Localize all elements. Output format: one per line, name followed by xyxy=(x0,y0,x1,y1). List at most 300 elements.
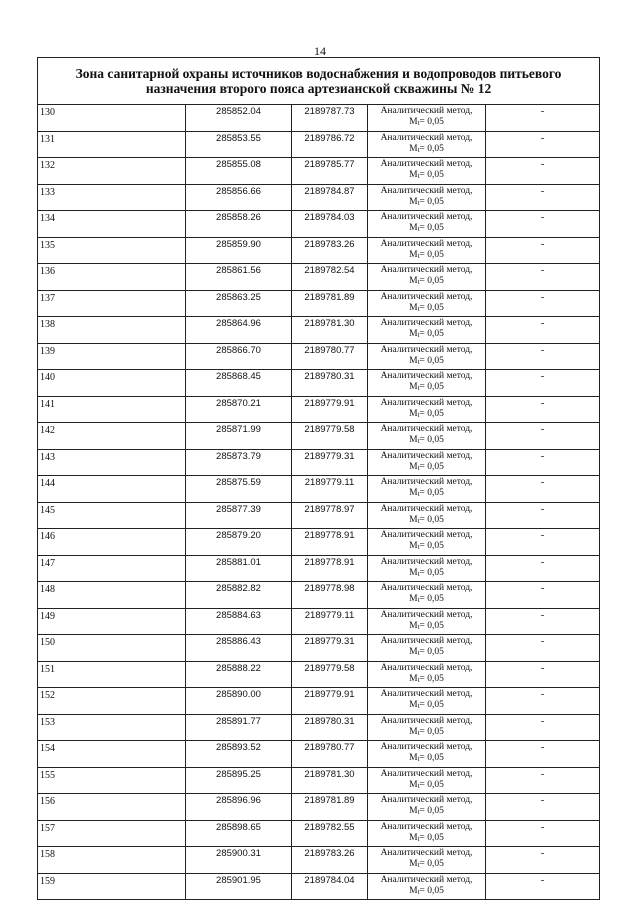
precision-symbol: М xyxy=(409,594,418,604)
precision-subscript: t xyxy=(417,278,420,286)
precision-symbol: М xyxy=(409,196,418,207)
precision-subscript: t xyxy=(417,304,420,313)
error-cell: - xyxy=(486,741,600,768)
precision-subscript: t xyxy=(417,861,420,869)
error-cell: - xyxy=(486,290,600,317)
point-number-cell: 140 xyxy=(38,370,186,397)
method-cell xyxy=(368,502,486,529)
table-row xyxy=(38,317,600,344)
precision-number: = 0,05 xyxy=(419,408,444,419)
precision-number: = 0,05 xyxy=(419,541,444,551)
y-coordinate-cell: 2189782.55 xyxy=(292,820,368,847)
precision-number: = 0,05 xyxy=(419,567,444,578)
precision-number: = 0,05 xyxy=(419,302,444,313)
precision-number: = 0,05 xyxy=(419,620,444,631)
y-coordinate-cell: 2189787.73 xyxy=(292,105,368,132)
precision-subscript: t xyxy=(417,728,420,737)
x-coordinate-cell: 285879.20 xyxy=(186,529,292,556)
error-cell: - xyxy=(486,211,600,238)
table-row xyxy=(38,794,600,821)
method-cell xyxy=(368,396,486,423)
precision-symbol: М xyxy=(409,355,418,366)
table-row xyxy=(38,105,600,132)
precision-subscript: t xyxy=(417,384,420,392)
method-cell xyxy=(368,820,486,847)
point-number-cell: 151 xyxy=(38,661,186,688)
method-label: Аналитический метод, xyxy=(380,583,473,593)
x-coordinate-cell: 285893.52 xyxy=(186,741,292,768)
precision-value xyxy=(368,144,485,156)
error-cell: - xyxy=(486,714,600,741)
table-row xyxy=(38,820,600,847)
precision-symbol: М xyxy=(409,700,418,710)
error-cell: - xyxy=(486,794,600,821)
precision-number: = 0,05 xyxy=(419,488,444,498)
precision-value xyxy=(368,435,485,447)
precision-symbol: М xyxy=(409,382,418,392)
precision-value xyxy=(368,276,485,288)
y-coordinate-cell: 2189779.31 xyxy=(292,449,368,476)
method-cell xyxy=(368,635,486,662)
method-cell xyxy=(368,476,486,503)
title-row xyxy=(38,58,600,105)
precision-number: = 0,05 xyxy=(419,382,444,392)
table-row xyxy=(38,264,600,291)
precision-number: = 0,05 xyxy=(419,673,444,684)
y-coordinate-cell: 2189779.91 xyxy=(292,396,368,423)
error-cell: - xyxy=(486,582,600,609)
precision-number: = 0,05 xyxy=(419,223,444,233)
method-label: Аналитический метод, xyxy=(380,291,473,302)
precision-subscript: t xyxy=(417,781,420,790)
y-coordinate-cell: 2189779.31 xyxy=(292,635,368,662)
method-label: Аналитический метод, xyxy=(380,821,473,832)
point-number-cell: 143 xyxy=(38,449,186,476)
method-label: Аналитический метод, xyxy=(380,662,473,673)
method-label: Аналитический метод, xyxy=(380,874,473,885)
table-row xyxy=(38,582,600,609)
method-label: Аналитический метод, xyxy=(380,344,473,355)
point-number-cell: 154 xyxy=(38,741,186,768)
error-cell: - xyxy=(486,396,600,423)
method-label: Аналитический метод, xyxy=(380,795,473,805)
method-cell xyxy=(368,449,486,476)
precision-number: = 0,05 xyxy=(419,461,444,472)
precision-value xyxy=(368,382,485,394)
method-cell xyxy=(368,317,486,344)
table-row xyxy=(38,449,600,476)
method-cell xyxy=(368,741,486,768)
precision-symbol: М xyxy=(409,408,418,419)
y-coordinate-cell: 2189784.03 xyxy=(292,211,368,238)
method-label: Аналитический метод, xyxy=(380,503,473,514)
y-coordinate-cell: 2189786.72 xyxy=(292,131,368,158)
error-cell: - xyxy=(486,502,600,529)
x-coordinate-cell: 285861.56 xyxy=(186,264,292,291)
y-coordinate-cell: 2189778.91 xyxy=(292,529,368,556)
coordinates-table xyxy=(37,57,600,900)
y-coordinate-cell: 2189781.30 xyxy=(292,767,368,794)
method-cell xyxy=(368,131,486,158)
precision-subscript: t xyxy=(417,198,420,207)
y-coordinate-cell: 2189782.54 xyxy=(292,264,368,291)
y-coordinate-cell: 2189781.89 xyxy=(292,794,368,821)
table-title: Зона санитарной охраны источников водоснабжения и водопроводов питьевого назначения второго пояса артезианской скважины № 12 xyxy=(38,58,600,105)
x-coordinate-cell: 285884.63 xyxy=(186,608,292,635)
precision-number: = 0,05 xyxy=(419,196,444,207)
point-number-cell: 139 xyxy=(38,343,186,370)
precision-number: = 0,05 xyxy=(419,726,444,737)
precision-subscript: t xyxy=(417,755,420,763)
method-label: Аналитический метод, xyxy=(380,530,473,540)
method-cell xyxy=(368,714,486,741)
precision-value xyxy=(368,223,485,235)
precision-subscript: t xyxy=(417,622,420,631)
point-number-cell: 159 xyxy=(38,873,186,900)
error-cell: - xyxy=(486,158,600,185)
y-coordinate-cell: 2189778.91 xyxy=(292,555,368,582)
method-label: Аналитический метод, xyxy=(380,424,473,434)
precision-symbol: М xyxy=(409,143,418,154)
method-cell xyxy=(368,847,486,874)
table-row xyxy=(38,370,600,397)
table-row xyxy=(38,661,600,688)
precision-subscript: t xyxy=(417,331,420,339)
y-coordinate-cell: 2189779.11 xyxy=(292,476,368,503)
error-cell: - xyxy=(486,608,600,635)
precision-symbol: М xyxy=(409,859,418,869)
precision-subscript: t xyxy=(417,145,420,154)
precision-number: = 0,05 xyxy=(419,700,444,710)
precision-number: = 0,05 xyxy=(419,885,444,896)
table-row xyxy=(38,873,600,900)
error-cell: - xyxy=(486,370,600,397)
method-label: Аналитический метод, xyxy=(380,556,473,567)
x-coordinate-cell: 285875.59 xyxy=(186,476,292,503)
precision-subscript: t xyxy=(417,834,420,843)
x-coordinate-cell: 285896.96 xyxy=(186,794,292,821)
method-label: Аналитический метод, xyxy=(380,636,473,646)
precision-number: = 0,05 xyxy=(419,329,444,339)
precision-symbol: М xyxy=(409,514,418,525)
y-coordinate-cell: 2189783.26 xyxy=(292,237,368,264)
precision-symbol: М xyxy=(409,885,418,896)
precision-symbol: М xyxy=(409,541,418,551)
table-row xyxy=(38,211,600,238)
method-label: Аналитический метод, xyxy=(380,132,473,143)
y-coordinate-cell: 2189784.87 xyxy=(292,184,368,211)
x-coordinate-cell: 285864.96 xyxy=(186,317,292,344)
x-coordinate-cell: 285863.25 xyxy=(186,290,292,317)
x-coordinate-cell: 285891.77 xyxy=(186,714,292,741)
precision-value xyxy=(368,356,485,368)
table-row xyxy=(38,290,600,317)
error-cell: - xyxy=(486,131,600,158)
error-cell: - xyxy=(486,449,600,476)
table-row xyxy=(38,396,600,423)
x-coordinate-cell: 285881.01 xyxy=(186,555,292,582)
precision-subscript: t xyxy=(417,596,420,604)
method-label: Аналитический метод, xyxy=(380,715,473,726)
method-label: Аналитический метод, xyxy=(380,689,473,699)
precision-subscript: t xyxy=(417,463,420,472)
x-coordinate-cell: 285853.55 xyxy=(186,131,292,158)
table-row xyxy=(38,184,600,211)
precision-value xyxy=(368,727,485,739)
precision-symbol: М xyxy=(409,170,418,180)
point-number-cell: 144 xyxy=(38,476,186,503)
error-cell: - xyxy=(486,767,600,794)
method-cell xyxy=(368,211,486,238)
method-cell xyxy=(368,105,486,132)
table-row xyxy=(38,423,600,450)
error-cell: - xyxy=(486,237,600,264)
point-number-cell: 158 xyxy=(38,847,186,874)
y-coordinate-cell: 2189779.58 xyxy=(292,423,368,450)
table-row xyxy=(38,847,600,874)
point-number-cell: 138 xyxy=(38,317,186,344)
point-number-cell: 133 xyxy=(38,184,186,211)
precision-subscript: t xyxy=(417,569,420,578)
table-row xyxy=(38,343,600,370)
precision-symbol: М xyxy=(409,276,418,286)
point-number-cell: 134 xyxy=(38,211,186,238)
precision-value xyxy=(368,117,485,129)
precision-symbol: М xyxy=(409,329,418,339)
point-number-cell: 135 xyxy=(38,237,186,264)
table-row xyxy=(38,237,600,264)
precision-value xyxy=(368,674,485,686)
error-cell: - xyxy=(486,688,600,715)
precision-value xyxy=(368,462,485,474)
x-coordinate-cell: 285898.65 xyxy=(186,820,292,847)
precision-number: = 0,05 xyxy=(419,594,444,604)
method-cell xyxy=(368,370,486,397)
y-coordinate-cell: 2189783.26 xyxy=(292,847,368,874)
table-row xyxy=(38,555,600,582)
x-coordinate-cell: 285866.70 xyxy=(186,343,292,370)
method-cell xyxy=(368,661,486,688)
precision-symbol: М xyxy=(409,832,418,843)
error-cell: - xyxy=(486,184,600,211)
x-coordinate-cell: 285868.45 xyxy=(186,370,292,397)
method-cell xyxy=(368,264,486,291)
precision-subscript: t xyxy=(417,887,420,896)
table-row xyxy=(38,767,600,794)
precision-value xyxy=(368,647,485,659)
precision-number: = 0,05 xyxy=(419,143,444,154)
error-cell: - xyxy=(486,820,600,847)
method-cell xyxy=(368,767,486,794)
precision-value xyxy=(368,886,485,898)
method-label: Аналитический метод, xyxy=(380,212,473,222)
precision-number: = 0,05 xyxy=(419,859,444,869)
x-coordinate-cell: 285856.66 xyxy=(186,184,292,211)
x-coordinate-cell: 285852.04 xyxy=(186,105,292,132)
x-coordinate-cell: 285882.82 xyxy=(186,582,292,609)
y-coordinate-cell: 2189780.77 xyxy=(292,343,368,370)
method-label: Аналитический метод, xyxy=(380,742,473,752)
y-coordinate-cell: 2189779.11 xyxy=(292,608,368,635)
method-label: Аналитический метод, xyxy=(380,318,473,328)
precision-value xyxy=(368,833,485,845)
method-label: Аналитический метод, xyxy=(380,848,473,858)
x-coordinate-cell: 285858.26 xyxy=(186,211,292,238)
y-coordinate-cell: 2189779.58 xyxy=(292,661,368,688)
method-label: Аналитический метод, xyxy=(380,450,473,461)
error-cell: - xyxy=(486,529,600,556)
precision-value xyxy=(368,329,485,341)
table-row xyxy=(38,688,600,715)
point-number-cell: 153 xyxy=(38,714,186,741)
x-coordinate-cell: 285870.21 xyxy=(186,396,292,423)
table-row xyxy=(38,741,600,768)
method-cell xyxy=(368,873,486,900)
precision-symbol: М xyxy=(409,435,418,445)
x-coordinate-cell: 285859.90 xyxy=(186,237,292,264)
point-number-cell: 145 xyxy=(38,502,186,529)
precision-subscript: t xyxy=(417,490,420,498)
precision-value xyxy=(368,409,485,421)
table-row xyxy=(38,476,600,503)
precision-value xyxy=(368,303,485,315)
table-row xyxy=(38,502,600,529)
point-number-cell: 157 xyxy=(38,820,186,847)
method-cell xyxy=(368,794,486,821)
point-number-cell: 142 xyxy=(38,423,186,450)
method-cell xyxy=(368,582,486,609)
precision-number: = 0,05 xyxy=(419,276,444,286)
precision-number: = 0,05 xyxy=(419,806,444,816)
point-number-cell: 132 xyxy=(38,158,186,185)
page-number: 14 xyxy=(314,44,326,58)
x-coordinate-cell: 285886.43 xyxy=(186,635,292,662)
point-number-cell: 131 xyxy=(38,131,186,158)
precision-value xyxy=(368,621,485,633)
table-row xyxy=(38,529,600,556)
method-label: Аналитический метод, xyxy=(380,265,473,275)
x-coordinate-cell: 285873.79 xyxy=(186,449,292,476)
precision-subscript: t xyxy=(417,649,420,657)
precision-symbol: М xyxy=(409,620,418,631)
y-coordinate-cell: 2189781.30 xyxy=(292,317,368,344)
precision-number: = 0,05 xyxy=(419,779,444,790)
error-cell: - xyxy=(486,847,600,874)
point-number-cell: 155 xyxy=(38,767,186,794)
precision-subscript: t xyxy=(417,172,420,180)
y-coordinate-cell: 2189781.89 xyxy=(292,290,368,317)
precision-value xyxy=(368,541,485,553)
x-coordinate-cell: 285890.00 xyxy=(186,688,292,715)
table-row xyxy=(38,158,600,185)
method-cell xyxy=(368,423,486,450)
x-coordinate-cell: 285888.22 xyxy=(186,661,292,688)
method-label: Аналитический метод, xyxy=(380,185,473,196)
precision-symbol: М xyxy=(409,249,418,260)
point-number-cell: 137 xyxy=(38,290,186,317)
point-number-cell: 149 xyxy=(38,608,186,635)
x-coordinate-cell: 285855.08 xyxy=(186,158,292,185)
precision-subscript: t xyxy=(417,675,420,684)
y-coordinate-cell: 2189778.97 xyxy=(292,502,368,529)
precision-value xyxy=(368,806,485,818)
precision-value xyxy=(368,568,485,580)
precision-number: = 0,05 xyxy=(419,832,444,843)
method-cell xyxy=(368,688,486,715)
precision-subscript: t xyxy=(417,543,420,551)
x-coordinate-cell: 285900.31 xyxy=(186,847,292,874)
precision-value xyxy=(368,594,485,606)
table-row xyxy=(38,131,600,158)
method-label: Аналитический метод, xyxy=(380,477,473,487)
error-cell: - xyxy=(486,317,600,344)
precision-symbol: М xyxy=(409,647,418,657)
precision-value xyxy=(368,250,485,262)
method-cell xyxy=(368,555,486,582)
precision-subscript: t xyxy=(417,357,420,366)
x-coordinate-cell: 285871.99 xyxy=(186,423,292,450)
precision-symbol: М xyxy=(409,753,418,763)
table-row xyxy=(38,608,600,635)
precision-number: = 0,05 xyxy=(419,435,444,445)
point-number-cell: 147 xyxy=(38,555,186,582)
method-cell xyxy=(368,608,486,635)
precision-value xyxy=(368,197,485,209)
precision-symbol: М xyxy=(409,488,418,498)
y-coordinate-cell: 2189784.04 xyxy=(292,873,368,900)
point-number-cell: 152 xyxy=(38,688,186,715)
y-coordinate-cell: 2189780.31 xyxy=(292,714,368,741)
precision-value xyxy=(368,780,485,792)
method-label: Аналитический метод, xyxy=(380,609,473,620)
x-coordinate-cell: 285895.25 xyxy=(186,767,292,794)
table-row xyxy=(38,714,600,741)
precision-symbol: М xyxy=(409,223,418,233)
y-coordinate-cell: 2189780.31 xyxy=(292,370,368,397)
x-coordinate-cell: 285901.95 xyxy=(186,873,292,900)
point-number-cell: 146 xyxy=(38,529,186,556)
error-cell: - xyxy=(486,343,600,370)
precision-number: = 0,05 xyxy=(419,170,444,180)
precision-symbol: М xyxy=(409,726,418,737)
error-cell: - xyxy=(486,555,600,582)
precision-number: = 0,05 xyxy=(419,117,444,127)
precision-symbol: М xyxy=(409,567,418,578)
y-coordinate-cell: 2189778.98 xyxy=(292,582,368,609)
y-coordinate-cell: 2189785.77 xyxy=(292,158,368,185)
precision-subscript: t xyxy=(417,119,420,127)
precision-number: = 0,05 xyxy=(419,249,444,260)
method-cell xyxy=(368,184,486,211)
x-coordinate-cell: 285877.39 xyxy=(186,502,292,529)
method-label: Аналитический метод, xyxy=(380,238,473,249)
error-cell: - xyxy=(486,635,600,662)
method-cell xyxy=(368,529,486,556)
method-cell xyxy=(368,237,486,264)
precision-subscript: t xyxy=(417,225,420,233)
precision-symbol: М xyxy=(409,117,418,127)
precision-number: = 0,05 xyxy=(419,753,444,763)
error-cell: - xyxy=(486,264,600,291)
precision-subscript: t xyxy=(417,516,420,525)
precision-number: = 0,05 xyxy=(419,514,444,525)
precision-subscript: t xyxy=(417,437,420,445)
point-number-cell: 141 xyxy=(38,396,186,423)
precision-value xyxy=(368,753,485,765)
method-label: Аналитический метод, xyxy=(380,768,473,779)
precision-value xyxy=(368,170,485,182)
point-number-cell: 136 xyxy=(38,264,186,291)
